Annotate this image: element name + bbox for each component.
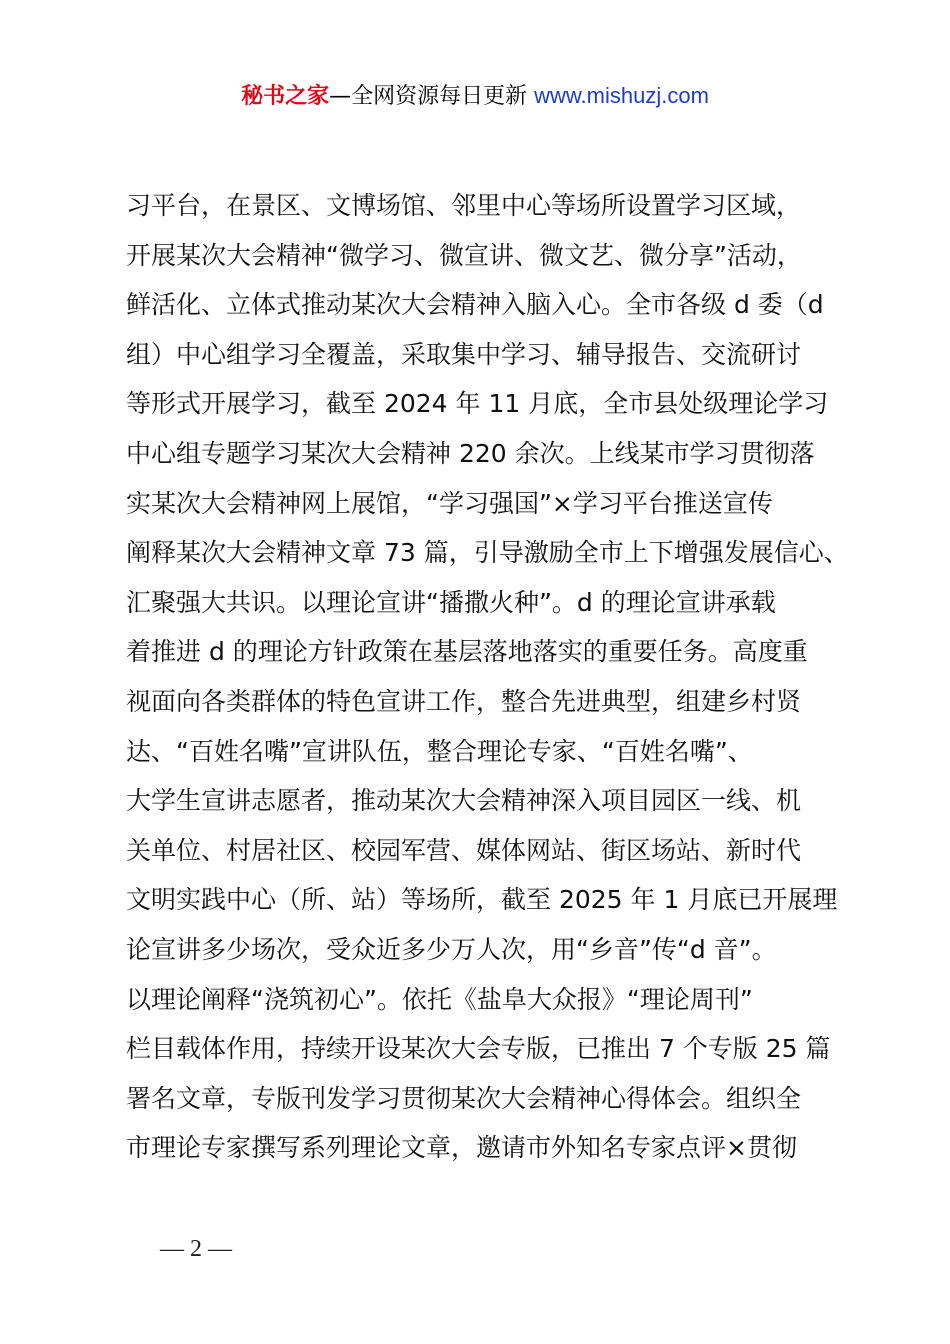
body-line: 大学生宣讲志愿者，推动某次大会精神深入项目园区一线、机 bbox=[126, 786, 802, 816]
body-line: 阐释某次大会精神文章 73 篇，引导激励全市上下增强发展信心、 bbox=[126, 538, 849, 568]
body-line: 关单位、村居社区、校园军营、媒体网站、街区场站、新时代 bbox=[126, 835, 802, 865]
header-slogan: —全网资源每日更新 bbox=[329, 84, 535, 109]
body-line: 组）中心组学习全覆盖，采取集中学习、辅导报告、交流研讨 bbox=[126, 339, 802, 369]
body-line: 开展某次大会精神“微学习、微宣讲、微文艺、微分享”活动， bbox=[126, 240, 802, 270]
body-line: 市理论专家撰写系列理论文章，邀请市外知名专家点评×贯彻 bbox=[126, 1133, 797, 1163]
document-body bbox=[126, 181, 856, 1173]
body-line: 实某次大会精神网上展馆，“学习强国”×学习平台推送宣传 bbox=[126, 488, 773, 518]
page-number: — 2 — bbox=[160, 1236, 232, 1262]
body-line: 署名文章，专版刊发学习贯彻某次大会精神心得体会。组织全 bbox=[126, 1083, 802, 1113]
body-line: 栏目载体作用，持续开设某次大会专版，已推出 7 个专版 25 篇 bbox=[126, 1034, 831, 1064]
body-line: 达、“百姓名嘴”宣讲队伍，整合理论专家、“百姓名嘴”、 bbox=[126, 736, 753, 766]
body-line: 着推进 d 的理论方针政策在基层落地落实的重要任务。高度重 bbox=[126, 637, 808, 667]
body-line: 中心组专题学习某次大会精神 220 余次。上线某市学习贯彻落 bbox=[126, 438, 815, 468]
site-url[interactable]: www.mishuzj.com bbox=[534, 83, 709, 108]
body-line: 习平台，在景区、文博场馆、邻里中心等场所设置学习区域， bbox=[126, 191, 802, 220]
brand-name: 秘书之家 bbox=[241, 84, 330, 109]
body-line: 论宣讲多少场次，受众近多少万人次，用“乡音”传“d 音”。 bbox=[126, 934, 777, 964]
body-line: 视面向各类群体的特色宣讲工作，整合先进典型，组建乡村贤 bbox=[126, 686, 802, 716]
body-line: 以理论阐释“浇筑初心”。依托《盐阜大众报》“理论周刊” bbox=[126, 984, 753, 1014]
site-header bbox=[0, 78, 950, 115]
body-line: 文明实践中心（所、站）等场所，截至 2025 年 1 月底已开展理 bbox=[126, 885, 838, 915]
body-line: 等形式开展学习，截至 2024 年 11 月底，全市县处级理论学习 bbox=[126, 389, 829, 419]
body-line: 鲜活化、立体式推动某次大会精神入脑入心。全市各级 d 委（d bbox=[126, 290, 824, 320]
body-line: 汇聚强大共识。以理论宣讲“播撒火种”。d 的理论宣讲承载 bbox=[126, 587, 776, 617]
